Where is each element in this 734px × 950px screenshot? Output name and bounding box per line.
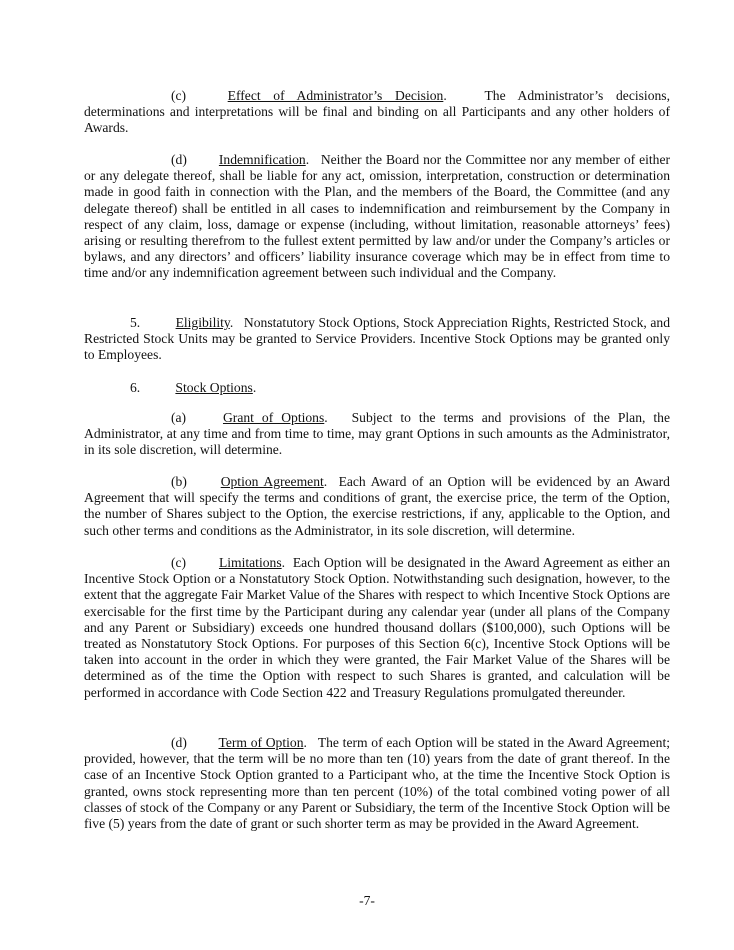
section-heading: Term of Option bbox=[218, 735, 304, 750]
section-number: (c) bbox=[171, 88, 187, 103]
section-6a-grant-of-options: (a) Grant of Options. Subject to the terms and provisions of the Plan, the Administrator, at any time and from time to time, may grant Options in such amounts as the Administrator, in its sole discretion, will determine. bbox=[84, 410, 670, 458]
section-text: Subject to the terms and provisions of the Plan, the Administrator, at any time and from time to time, may grant Options in such amounts as the Administrator, in its sole discretion, will determine. bbox=[84, 410, 670, 458]
section-text: The Administrator’s decisions, determinations and interpretations will be final and binding on all Participants and any other holders of Awards. bbox=[84, 88, 670, 136]
section-number: (d) bbox=[171, 152, 187, 167]
section-6b-option-agreement: (b) Option Agreement. Each Award of an Option will be evidenced by an Award Agreement that will specify the terms and conditions of grant, the exercise price, the term of the Option, the number of Shares subject to the Option, the exercise restrictions, if any, applicable to the Option, and such other terms and conditions as the Administrator, in its sole discretion, will determine. bbox=[84, 474, 670, 538]
section-4d-indemnification: (d) Indemnification. Neither the Board nor the Committee nor any member of either or any delegate thereof, shall be liable for any act, omission, interpretation, construction or determination made in good faith in connection with the Plan, and the members of the Board, the Committee (and any delegate thereof) shall be entitled in all cases to indemnification and reimbursement by the Company in respect of any claim, loss, damage or expense (including, without limitation, reasonable attorneys’ fees) arising or resulting therefrom to the fullest extent permitted by law and/or under the Company’s articles or bylaws, and any directors’ and officers’ liability insurance coverage which may be in effect from time to time and/or any indemnification agreement between such individual and the Company. bbox=[84, 152, 671, 281]
section-number: (c) bbox=[171, 555, 187, 570]
section-6-stock-options: 6. Stock Options. bbox=[130, 380, 257, 395]
section-number: (d) bbox=[171, 735, 187, 750]
section-heading: Eligibility bbox=[175, 315, 230, 330]
section-number: 5. bbox=[130, 315, 141, 330]
section-text: Nonstatutory Stock Options, Stock Appreciation Rights, Restricted Stock, and Restricted Stock Units may be granted to Service Providers. Incentive Stock Options may be granted only to Employees. bbox=[84, 315, 671, 363]
section-6d-term-of-option: (d) Term of Option. The term of each Option will be stated in the Award Agreement; provided, however, that the term will be no more than ten (10) years from the date of grant thereof. In the case of an Incentive Stock Option granted to a Participant who, at the time the Incentive Stock Option is granted, owns stock representing more than ten percent (10%) of the total combined voting power of all classes of stock of the Company or any Parent or Subsidiary, the term of the Incentive Stock Option will be five (5) years from the date of grant or such shorter term as may be provided in the Award Agreement. bbox=[84, 735, 671, 832]
section-heading: Limitations bbox=[218, 555, 282, 570]
section-6c-limitations: (c) Limitations. Each Option will be designated in the Award Agreement as either an Incentive Stock Option or a Nonstatutory Stock Option. Notwithstanding such designation, however, to the extent that the aggregate Fair Market Value of the Shares with respect to which Incentive Stock Options are exercisable for the first time by the Participant during any calendar year (under all plans of the Company and any Parent or Subsidiary) exceeds one hundred thousand dollars ($100,000), such Options will be treated as Nonstatutory Stock Options. For purposes of this Section 6(c), Incentive Stock Options will be taken into account in the order in which they were granted, the Fair Market Value of the Shares will be determined as of the time the Option with respect to such Shares is granted, and calculation will be performed in accordance with Code Section 422 and Treasury Regulations promulgated thereunder. bbox=[84, 555, 670, 700]
section-text: Each Award of an Option will be evidenced by an Award Agreement that will specify the terms and conditions of grant, the exercise price, the term of the Option, the number of Shares subject to the Option, the exercise restrictions, if any, applicable to the Option, and such other terms and conditions as the Administrator, in its sole discretion, will determine. bbox=[84, 474, 670, 538]
section-text: Neither the Board nor the Committee nor any member of either or any delegate thereof, shall be liable for any act, omission, interpretation, construction or determination made in good faith in connection with the Plan, and the members of the Board, the Committee (and any delegate thereof) shall be entitled in all cases to indemnification and reimbursement by the Company in respect of any claim, loss, damage or expense (including, without limitation, reasonable attorneys’ fees) arising or resulting therefrom to the fullest extent permitted by law and/or under the Company’s articles or bylaws, and any directors’ and officers’ liability insurance coverage which may be in effect from time to time and/or any indemnification agreement between such individual and the Company. bbox=[84, 152, 671, 281]
section-number: 6. bbox=[130, 380, 141, 395]
section-heading: Grant of Options bbox=[222, 410, 325, 425]
section-4c-admin-decision: (c) Effect of Administrator’s Decision. The Administrator’s decisions, determinations and interpretations will be final and binding on all Participants and any other holders of Awards. bbox=[84, 88, 670, 136]
section-text: The term of each Option will be stated in the Award Agreement; provided, however, that the term will be no more than ten (10) years from the date of grant thereof. In the case of an Incentive Stock Option granted to a Participant who, at the time the Incentive Stock Option is granted, owns stock representing more than ten percent (10%) of the total combined voting power of all classes of stock of the Company or any Parent or Subsidiary, the term of the Incentive Stock Option will be five (5) years from the date of grant or such shorter term as may be provided in the Award Agreement. bbox=[84, 735, 671, 832]
section-number: (a) bbox=[171, 410, 187, 425]
section-heading: Stock Options bbox=[175, 380, 253, 395]
page-number: -7- bbox=[359, 893, 375, 908]
section-heading: Option Agreement bbox=[220, 474, 324, 489]
section-heading: Indemnification bbox=[218, 152, 306, 167]
section-5-eligibility: 5. Eligibility. Nonstatutory Stock Options, Stock Appreciation Rights, Restricted Stock, and Restricted Stock Units may be granted to Service Providers. Incentive Stock Options may be granted only to Employees. bbox=[84, 315, 671, 363]
section-number: (b) bbox=[171, 474, 187, 489]
section-heading: Effect of Administrator’s Decision bbox=[227, 88, 444, 103]
section-text: Each Option will be designated in the Award Agreement as either an Incentive Stock Option or a Nonstatutory Stock Option. Notwithstanding such designation, however, to the extent that the aggregate Fair Market Value of the Shares with respect to which Incentive Stock Options are exercisable for the first time by the Participant during any calendar year (under all plans of the Company and any Parent or Subsidiary) exceeds one hundred thousand dollars ($100,000), such Options will be treated as Nonstatutory Stock Options. For purposes of this Section 6(c), Incentive Stock Options will be taken into account in the order in which they were granted, the Fair Market Value of the Shares will be determined as of the time the Option with respect to such Shares is granted, and calculation will be performed in accordance with Code Section 422 and Treasury Regulations promulgated thereunder. bbox=[84, 555, 670, 700]
